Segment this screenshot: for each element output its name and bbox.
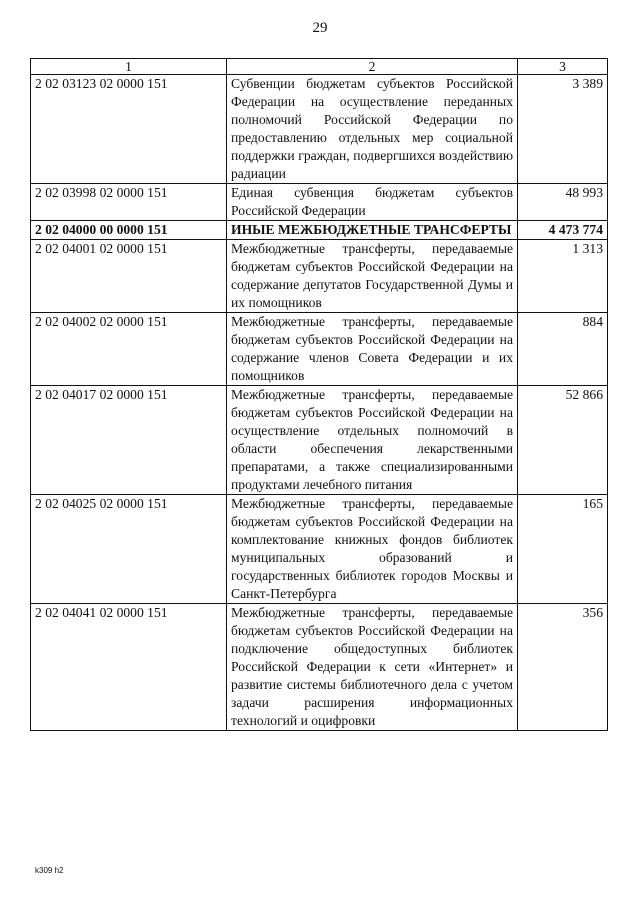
row-description: Субвенции бюджетам субъектов Российской Федерации на осуществление переданных полномочий Российской Федерации по предоставлению отдельных мер социальной поддержки граждан, подвергшихся воздействию радиации (227, 75, 518, 184)
row-description: Межбюджетные трансферты, передаваемые бюджетам субъектов Российской Федерации на комплектование книжных фондов библиотек муниципальных образований и государственных библиотек городов Москвы и Санкт-Петербурга (227, 495, 518, 604)
table-row (31, 240, 608, 313)
row-amount: 4 473 774 (518, 221, 608, 240)
page-number: 29 (312, 20, 328, 36)
row-code: 2 02 03123 02 0000 151 (31, 75, 227, 184)
row-description: Межбюджетные трансферты, передаваемые бюджетам субъектов Российской Федерации на осуществление отдельных полномочий в области обеспечения лекарственными препаратами, а также специализированными продуктами лечебного питания (227, 386, 518, 495)
row-amount: 1 313 (518, 240, 608, 313)
column-header-amount: 3 (518, 59, 608, 75)
row-amount: 52 866 (518, 386, 608, 495)
table-row (31, 386, 608, 495)
footer-document-code: k309 h2 (35, 866, 64, 875)
column-header-code: 1 (31, 59, 227, 75)
budget-table (30, 58, 608, 731)
row-description: ИНЫЕ МЕЖБЮДЖЕТНЫЕ ТРАНСФЕРТЫ (227, 221, 518, 240)
row-code: 2 02 04001 02 0000 151 (31, 240, 227, 313)
row-amount: 884 (518, 313, 608, 386)
table-row (31, 313, 608, 386)
row-description: Межбюджетные трансферты, передаваемые бюджетам субъектов Российской Федерации на подключение общедоступных библиотек Российской Федерации к сети «Интернет» и развитие системы библиотечного дела с учетом задачи расширения информационных технологий и оцифровки (227, 604, 518, 731)
table-row-section-total (31, 221, 608, 240)
row-amount: 356 (518, 604, 608, 731)
row-code: 2 02 04025 02 0000 151 (31, 495, 227, 604)
table-row (31, 75, 608, 184)
table-row (31, 184, 608, 221)
row-amount: 165 (518, 495, 608, 604)
row-code: 2 02 04000 00 0000 151 (31, 221, 227, 240)
row-code: 2 02 04041 02 0000 151 (31, 604, 227, 731)
row-description: Единая субвенция бюджетам субъектов Российской Федерации (227, 184, 518, 221)
table-row (31, 495, 608, 604)
table-row (31, 604, 608, 731)
column-header-description: 2 (227, 59, 518, 75)
row-description: Межбюджетные трансферты, передаваемые бюджетам субъектов Российской Федерации на содержание депутатов Государственной Думы и их помощников (227, 240, 518, 313)
row-code: 2 02 04002 02 0000 151 (31, 313, 227, 386)
row-description: Межбюджетные трансферты, передаваемые бюджетам субъектов Российской Федерации на содержание членов Совета Федерации и их помощников (227, 313, 518, 386)
row-amount: 48 993 (518, 184, 608, 221)
row-code: 2 02 03998 02 0000 151 (31, 184, 227, 221)
row-amount: 3 389 (518, 75, 608, 184)
row-code: 2 02 04017 02 0000 151 (31, 386, 227, 495)
table-header-row (31, 59, 608, 75)
